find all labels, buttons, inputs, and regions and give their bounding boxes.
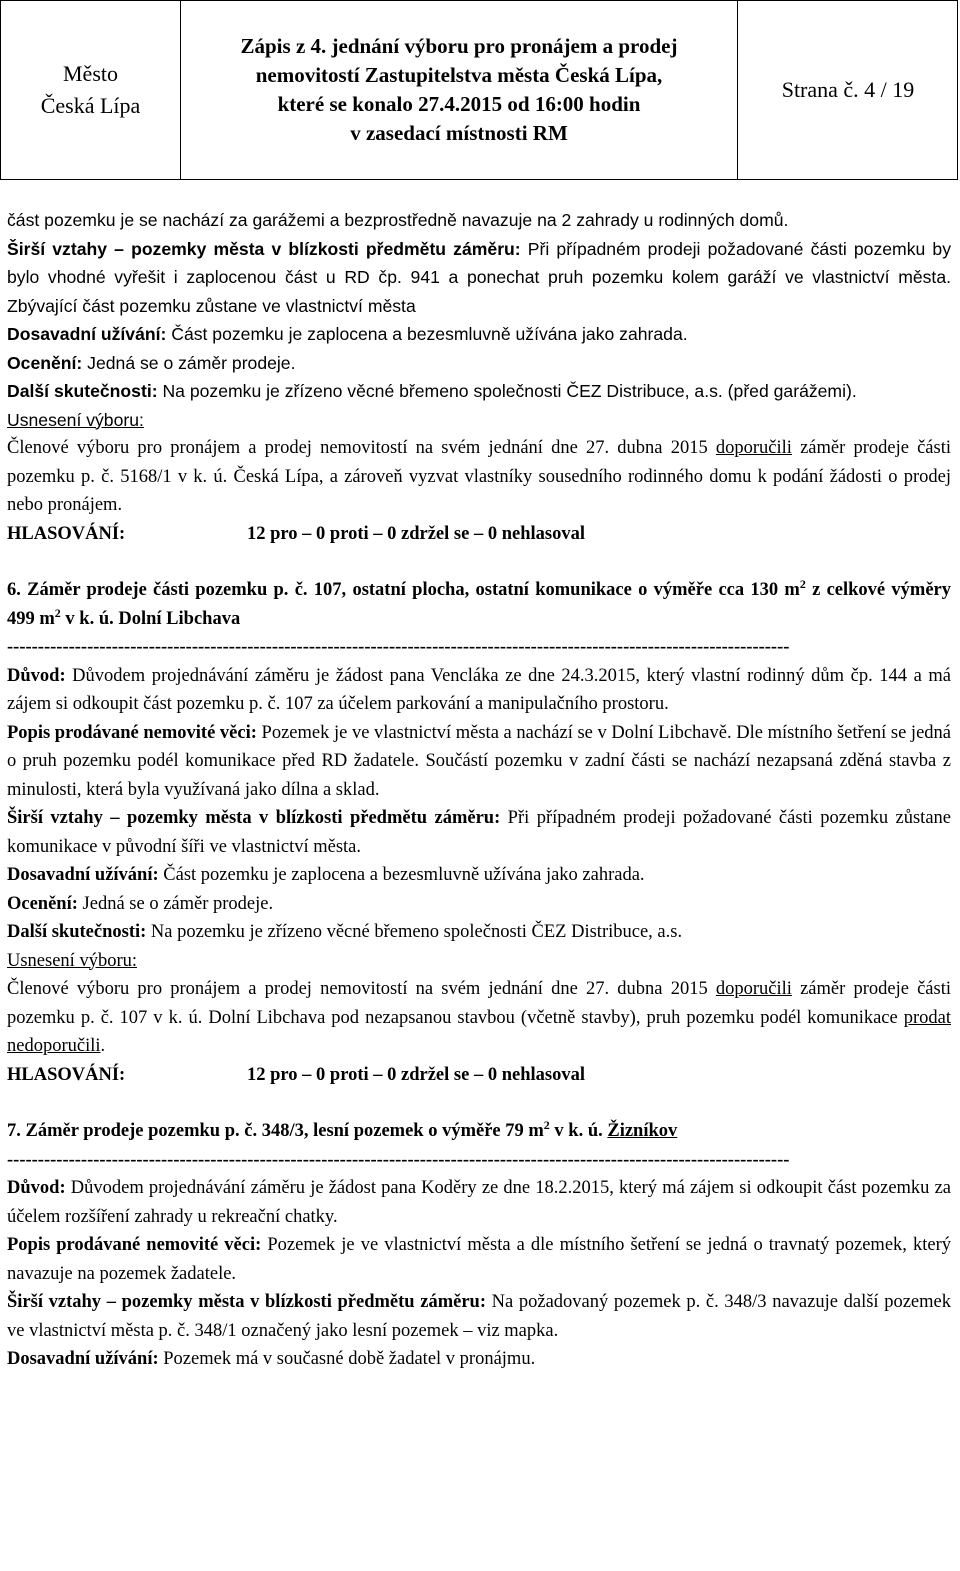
item-6-vote-result: 12 pro – 0 proti – 0 zdržel se – 0 nehlasoval bbox=[247, 1064, 585, 1085]
item-6-usneseni-text-1: Členové výboru pro pronájem a prodej nemovitostí na svém jednání dne 27. dubna 2015 bbox=[7, 979, 716, 999]
item-6-prodat-nedoporucili: prodat nedoporučili bbox=[7, 1007, 951, 1056]
item-7-heading-a: 7. Záměr prodeje pozemku p. č. 348/3, lesní pozemek o výměře 79 m bbox=[7, 1121, 544, 1141]
item-7-sup-1: 2 bbox=[543, 1117, 550, 1132]
item-6-vote-label: HLASOVÁNÍ: bbox=[7, 1064, 126, 1085]
item-6-dalsi-text: Na pozemku je zřízeno věcné břemeno společnosti ČEZ Distribuce, a.s. bbox=[146, 922, 683, 942]
org-line-1: Město bbox=[63, 61, 118, 87]
dosavadni-paragraph bbox=[7, 320, 951, 349]
item-7-sirsi-text: Na požadovaný pozemek p. č. 348/3 navazuje další pozemek ve vlastnictví města p. č. 348/1 označený jako lesní pozemek – viz mapka. bbox=[7, 1292, 951, 1341]
item-6-oceneni-text: Jedná se o záměr prodeje. bbox=[77, 893, 274, 914]
title-line-2: nemovitostí Zastupitelstva města Česká Lípa, bbox=[255, 63, 663, 88]
item-7-popis-text: Pozemek je ve vlastnictví města a dle místního šetření se jedná o travnatý pozemek, který navazuje na pozemek žadatele. bbox=[7, 1235, 951, 1284]
sirsi-text-2: 941 a ponechat pruh pozemku kolem garáží ve vlastnictví města. Zbývající část pozemku zůstane ve vlastnictví města bbox=[7, 267, 951, 316]
usneseni-text-1: Členové výboru pro pronájem a prodej nemovitostí na svém jednání dne 27. dubna 2015 bbox=[7, 438, 716, 458]
title-line-1: Zápis z 4. jednání výboru pro pronájem a prodej bbox=[240, 34, 678, 59]
item-7-duvod bbox=[7, 1174, 951, 1231]
dalsi-label: Další skutečnosti: bbox=[7, 381, 158, 401]
item-7-sirsi-label: Širší vztahy – pozemky města v blízkosti předmětu záměru: bbox=[7, 1292, 486, 1312]
sirsi-label: Širší vztahy – pozemky města v blízkosti předmětu záměru: bbox=[7, 238, 521, 259]
item-6-sup-1: 2 bbox=[799, 576, 806, 591]
item-6-popis-text: Pozemek je ve vlastnictví města a nachází se v Dolní Libchavě. Dle místního šetření se jedná o pruh pozemku podél komunikace před RD žadatele. Součástí pozemku v zadní části se nachází nezapsaná zděná stavba z minulosti, která byla využívaná jako dílna a sklad. bbox=[7, 722, 951, 800]
oceneni-label: Ocenění: bbox=[7, 352, 83, 373]
item-6-vote-line bbox=[7, 1061, 951, 1090]
item-6-dosavadni-label: Dosavadní užívání: bbox=[7, 865, 159, 885]
item-6-sirsi bbox=[7, 804, 951, 861]
dalsi-text: Na pozemku je zřízeno věcné břemeno společnosti ČEZ Distribuce, a.s. (před garážemi). bbox=[157, 381, 857, 401]
document-body bbox=[7, 206, 951, 1374]
item-7-popis-label: Popis prodávané nemovité věci: bbox=[7, 1235, 262, 1255]
item-6-popis-label: Popis prodávané nemovité věci: bbox=[7, 722, 257, 743]
item-6-popis bbox=[7, 719, 951, 805]
item-7-heading bbox=[7, 1117, 951, 1146]
spacer bbox=[7, 548, 951, 576]
item-6-sirsi-label: Širší vztahy – pozemky města v blízkosti předmětu záměru: bbox=[7, 808, 501, 828]
usneseni-paragraph bbox=[7, 434, 951, 520]
dosavadni-text: Část pozemku je zaplocena a bezesmluvně užívána jako zahrada. bbox=[166, 324, 688, 344]
item-7-duvod-text: Důvodem projednávání záměru je žádost pana Koděry ze dne 18.2.2015, který má zájem si odkoupit část pozemku za účelem rozšíření zahrady u rekreační chatky. bbox=[7, 1178, 951, 1227]
title-line-4: v zasedací místnosti RM bbox=[350, 120, 568, 145]
item-7-separator: ------------------------------------------------------------------------------------------------------------------------------- bbox=[7, 1149, 790, 1170]
doporucili-text: doporučili bbox=[715, 438, 792, 458]
usneseni-label: Usnesení výboru: bbox=[7, 409, 144, 430]
item-6-oceneni-label: Ocenění: bbox=[7, 893, 78, 914]
spacer bbox=[7, 1089, 951, 1117]
item-7-sirsi bbox=[7, 1288, 951, 1345]
vote-result: 12 pro – 0 proti – 0 zdržel se – 0 nehlasoval bbox=[247, 523, 585, 544]
page-number-text: Strana č. 4 / 19 bbox=[781, 77, 915, 102]
item-6-heading-b: z celkové výměry 499 m bbox=[7, 580, 951, 629]
item-7-dosavadni bbox=[7, 1345, 951, 1374]
oceneni-text: Jedná se o záměr prodeje. bbox=[82, 352, 296, 373]
org-line-2: Česká Lípa bbox=[40, 93, 141, 118]
sirsi-text: Při případném prodeji požadované části pozemku by bylo vhodné vyřešit i zaplocenou část u RD čp. bbox=[7, 238, 951, 287]
usneseni-text-2: záměr prodeje části pozemku p. č. 5168/1 v k. ú. Česká Lípa, a zároveň vyzvat vlastníky sousedního rodinného domu k podání žádosti o prodej nebo pronájem. bbox=[7, 438, 952, 515]
item-6-heading-a: 6. Záměr prodeje části pozemku p. č. 107, ostatní plocha, ostatní komunikace o výměře cca 130 m bbox=[7, 580, 800, 600]
item-7-heading-place: Žizníkov bbox=[607, 1121, 678, 1141]
item-6-heading bbox=[7, 576, 951, 633]
oceneni-paragraph bbox=[7, 349, 951, 378]
header-organization bbox=[1, 1, 181, 179]
sirsi-vztahy-paragraph bbox=[7, 235, 951, 321]
item-6-duvod-text: Důvodem projednávání záměru je žádost pana Vencláka ze dne 24.3.2015, který vlastní rodinný dům čp. 144 a má zájem si odkoupit část pozemku p. č. 107 za účelem parkování a manipulačního prostoru. bbox=[7, 665, 951, 714]
item-6-dosavadni bbox=[7, 861, 951, 890]
item-6-usneseni-end: . bbox=[100, 1036, 106, 1056]
item-6-separator: ------------------------------------------------------------------------------------------------------------------------------- bbox=[7, 637, 790, 657]
item-7-duvod-label: Důvod: bbox=[7, 1178, 66, 1198]
page-number bbox=[738, 1, 958, 179]
item-7-heading-b: v k. ú. bbox=[549, 1121, 608, 1141]
item-6-usneseni-text-2: záměr prodeje části pozemku p. č. 107 v k. ú. Dolní Libchava pod nezapsanou stavbou (včetně stavby), pruh pozemku podél komunikace bbox=[7, 979, 952, 1028]
item-6-dalsi-label: Další skutečnosti: bbox=[7, 922, 147, 942]
page-header bbox=[0, 0, 958, 180]
item-6-heading-c: v k. ú. Dolní Libchava bbox=[60, 608, 241, 629]
item-6-usneseni bbox=[7, 975, 951, 1061]
item-6-doporucili: doporučili bbox=[715, 979, 792, 999]
item-7-dosavadni-text: Pozemek má v současné době žadatel v pronájmu. bbox=[158, 1349, 536, 1369]
dalsi-paragraph bbox=[7, 377, 951, 406]
item-6-duvod-label: Důvod: bbox=[7, 665, 66, 686]
item-6-duvod bbox=[7, 662, 951, 719]
vote-line bbox=[7, 520, 951, 549]
item-6-dalsi bbox=[7, 918, 951, 947]
header-title bbox=[181, 1, 738, 179]
title-line-3: které se konalo 27.4.2015 od 16:00 hodin bbox=[277, 92, 641, 116]
intro-paragraph: část pozemku je se nachází za garážemi a bezprostředně navazuje na 2 zahrady u rodinných domů. bbox=[7, 210, 789, 230]
item-6-oceneni bbox=[7, 890, 951, 919]
item-7-popis bbox=[7, 1231, 951, 1288]
item-6-sup-2: 2 bbox=[54, 605, 61, 620]
item-6-dosavadni-text: Část pozemku je zaplocena a bezesmluvně užívána jako zahrada. bbox=[158, 865, 645, 885]
dosavadni-label: Dosavadní užívání: bbox=[7, 324, 167, 344]
vote-label: HLASOVÁNÍ: bbox=[7, 523, 126, 544]
item-6-sirsi-text: Při případném prodeji požadované části pozemku zůstane komunikace v původní šíři ve vlastnictví města. bbox=[7, 808, 951, 857]
item-7-dosavadni-label: Dosavadní užívání: bbox=[7, 1349, 159, 1369]
item-6-usneseni-label: Usnesení výboru: bbox=[7, 950, 137, 971]
